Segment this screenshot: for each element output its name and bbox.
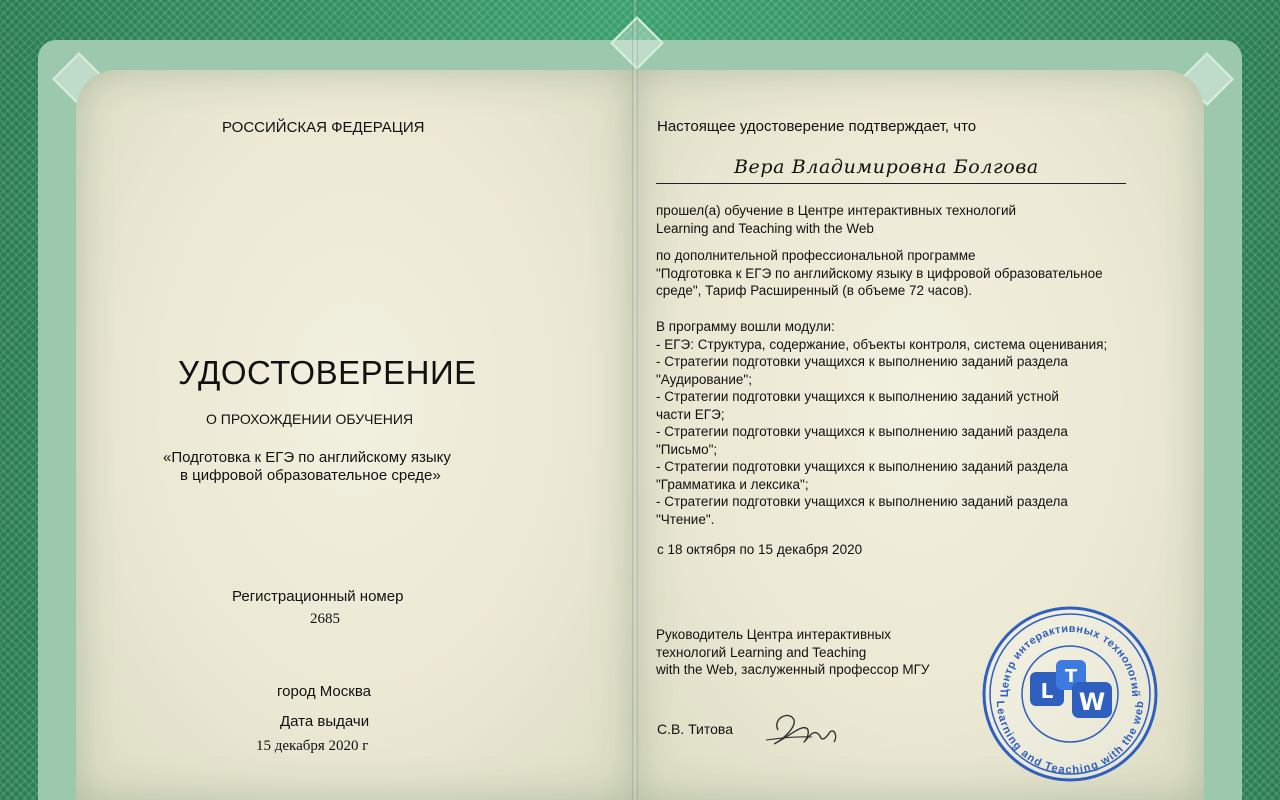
text-line: with the Web, заслуженный профессор МГУ [656,662,930,677]
stamp-top-text: Центр интерактивных технологий [998,622,1142,698]
module-line: - ЕГЭ: Структура, содержание, объекты контроля, система оценивания; [656,336,1108,352]
recipient-name: Вера Владимировна Болгова [734,156,1039,178]
registration-number: 2685 [310,611,340,627]
module-line: части ЕГЭ; [656,406,725,422]
head-title [656,626,929,679]
issue-date: 15 декабря 2020 г [256,738,369,754]
module-line: - Стратегии подготовки учащихся к выполнению заданий раздела [656,354,1068,369]
name-underline [656,183,1126,184]
text-line: по дополнительной профессиональной программе [656,248,976,263]
module-line: "Чтение". [656,511,715,527]
module-line: - Стратегии подготовки учащихся к выполнению заданий раздела [656,424,1068,439]
confirmation-text: Настоящее удостоверение подтверждает, что [657,118,977,135]
document-subtitle: О ПРОХОЖДЕНИИ ОБУЧЕНИЯ [206,411,414,427]
text-line: среде", Тариф Расширенный (в объеме 72 часов). [656,283,973,298]
module-line: - Стратегии подготовки учащихся к выполнению заданий устной [656,389,1059,404]
signer-name: С.В. Титова [657,721,733,737]
module-line: "Аудирование"; [656,371,752,387]
stamp-letter: W [1078,688,1106,716]
program-name-line: «Подготовка к ЕГЭ по английскому языку [163,449,451,466]
text-line: прошел(а) обучение в Центре интерактивных технологий [656,203,1017,218]
country-name: РОССИЙСКАЯ ФЕДЕРАЦИЯ [222,119,425,136]
module-line: "Письмо"; [656,441,718,457]
program-text [656,247,1103,300]
modules-heading: В программу вошли модули: [656,319,835,334]
text-line: "Подготовка к ЕГЭ по английскому языку в цифровой образовательное [656,265,1103,281]
organization-stamp [980,604,1160,784]
text-line: технологий Learning and Teaching [656,644,867,660]
document-title: УДОСТОВЕРЕНИЕ [178,354,477,391]
stamp-bottom-text: Learning and Teaching with the web [993,700,1147,777]
issue-city: город Москва [277,683,371,700]
text-line: Learning and Teaching with the Web [656,220,874,236]
page-spine [632,0,638,800]
stamp-letter: L [1040,679,1054,703]
training-dates: с 18 октября по 15 декабря 2020 [657,542,863,557]
signature-icon [760,700,850,760]
stamp-letter: T [1064,666,1078,687]
module-line: - Стратегии подготовки учащихся к выполнению заданий раздела [656,459,1068,474]
registration-label: Регистрационный номер [232,588,404,605]
text-line: Руководитель Центра интерактивных [656,627,892,642]
module-line: "Грамматика и лексика"; [656,476,809,492]
issue-date-label: Дата выдачи [280,713,370,730]
module-line: - Стратегии подготовки учащихся к выполнению заданий раздела [656,494,1068,509]
modules-list [656,318,1107,528]
program-name-line: в цифровой образовательное среде» [180,467,441,484]
training-center-text [656,202,1016,237]
